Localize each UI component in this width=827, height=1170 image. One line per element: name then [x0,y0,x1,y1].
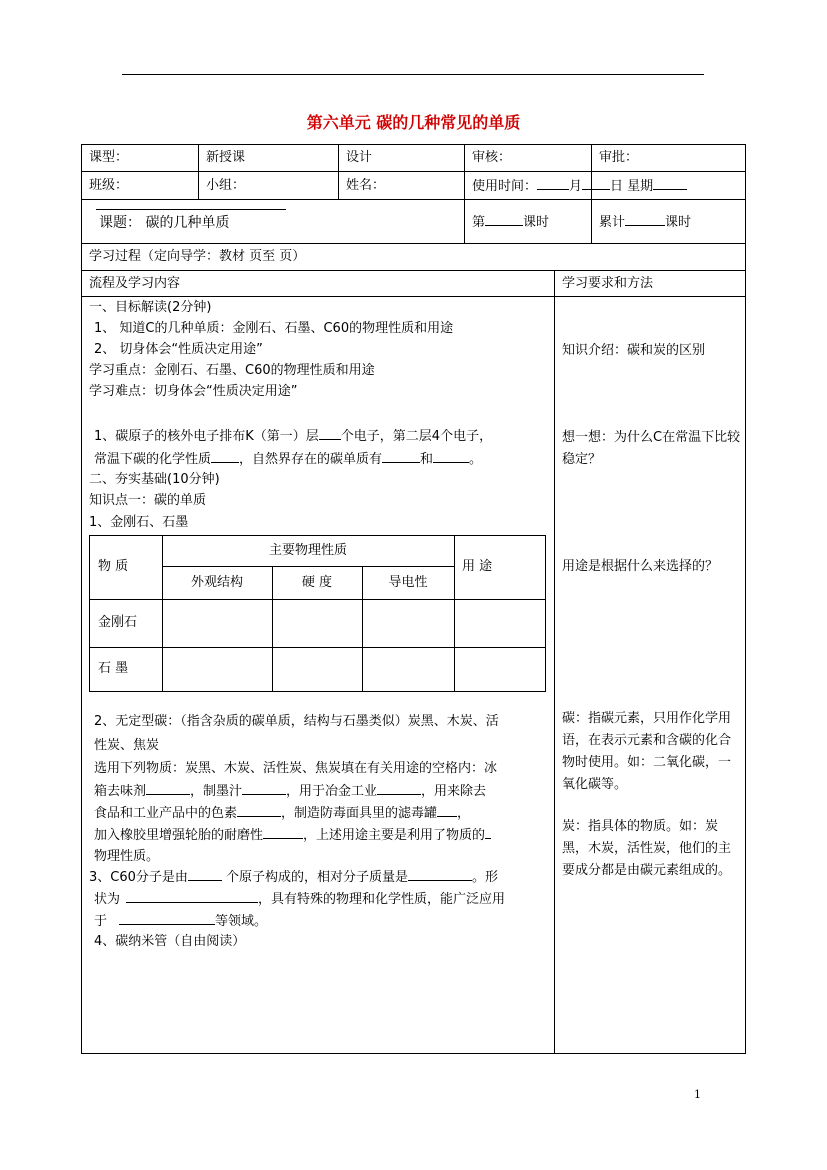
fill-line-1: 箱去味剂 ，制墨汁 ，用于冶金工业 ，用来除去 [94,784,487,799]
group-label: 小组： [206,178,246,193]
header-rule [122,74,704,75]
fill-line-2: 食品和工业产品中的色素 ，制造防毒面具里的滤毒罐 ， [94,806,471,821]
use-time: 使用时间： 月 日 星期 [472,177,687,196]
fill-line-4: 物理性质。 [94,849,160,864]
learning-process: 学习过程（定向导学：教材 页至 页） [89,249,306,264]
th-main-props: 主要物理性质 [268,543,347,558]
reviewer-label: 审核： [472,150,512,165]
goal-2: 2、 切身体会“性质决定用途” [94,342,263,357]
stability-question: 常温下碳的化学性质 ，自然界存在的碳单质有 和 。 [94,452,483,467]
approver-label: 审批： [599,150,639,165]
c60-line-2: 状为 ，具有特殊的物理和化学性质，能广泛应用 [94,892,506,907]
lesson-type-value: 新授课 [206,150,246,165]
difficult-point: 学习难点：切身体会“性质决定用途” [89,384,298,399]
goal-heading: 一、目标解读(2分钟) [89,300,212,315]
key-point: 学习重点：金刚石、石墨、C60的物理性质和用途 [89,363,375,378]
goal-1: 1、 知道C的几种单质：金刚石、石墨、C60的物理性质和用途 [94,321,454,336]
th-hardness: 硬 度 [301,575,333,590]
amorphous-carbon: 2、无定型碳：（指含杂质的碳单质，结构与石墨类似）炭黑、木炭、活 [94,714,499,729]
side-note-charcoal: 炭：指具体的物质。如：炭黑，木炭，活性炭，他们的主要成分都是由碳元素组成的。 [562,819,732,878]
amorphous-carbon-cont: 性炭、焦炭 [94,738,160,753]
total-period-field: 累计 课时 [599,215,692,230]
row-graphite: 石 墨 [98,661,129,676]
lesson-type-label: 课型： [89,150,129,165]
c60-line-3: 于 等领域。 [94,914,268,929]
col-header-method: 学习要求和方法 [562,276,654,291]
page-number: 1 [694,1088,701,1101]
page-title: 第六单元 碳的几种常见的单质 [306,113,521,132]
fill-instruction: 选用下列物质：炭黑、木炭、活性炭、焦炭填在有关用途的空格内：冰 [94,761,498,776]
col-header-content: 流程及学习内容 [89,276,181,291]
designer-label: 设计 [346,150,373,165]
lesson-topic: 课题： 碳的几种单质 [99,215,230,231]
knowledge-point-1: 知识点一：碳的单质 [89,493,207,508]
side-note-intro: 知识介绍：碳和炭的区别 [562,343,706,358]
side-note-think: 想一想：为什么C在常温下比较稳定？ [562,430,741,467]
period-field: 第 课时 [472,215,550,230]
side-note-carbon: 碳：指碳元素，只用作化学用语，在表示元素和含碳的化合物时使用。如：二氧化碳，一氧化碳等。 [562,711,732,792]
class-label: 班级： [89,178,129,193]
c60-line-1: 3、C60分子是由 个原子构成的，相对分子质量是 。形 [89,870,499,885]
name-label: 姓名： [346,178,386,193]
fill-line-3: 加入橡胶里增强轮胎的耐磨性 ，上述用途主要是利用了物质的 [94,826,491,845]
th-conductivity: 导电性 [388,575,428,590]
diamond-graphite-heading: 1、金刚石、石墨 [89,515,189,530]
nanotube-heading: 4、碳纳米管（自由阅读） [94,934,246,949]
row-diamond: 金刚石 [98,615,138,630]
th-substance: 物 质 [98,559,129,574]
th-usage: 用 途 [462,559,493,574]
basics-heading: 二、夯实基础(10分钟) [89,472,220,487]
electron-question: 1、碳原子的核外电子排布K（第一）层 个电子，第二层4个电子， [94,429,493,444]
side-note-usage: 用途是根据什么来选择的？ [562,559,719,574]
th-appearance: 外观结构 [190,575,243,590]
